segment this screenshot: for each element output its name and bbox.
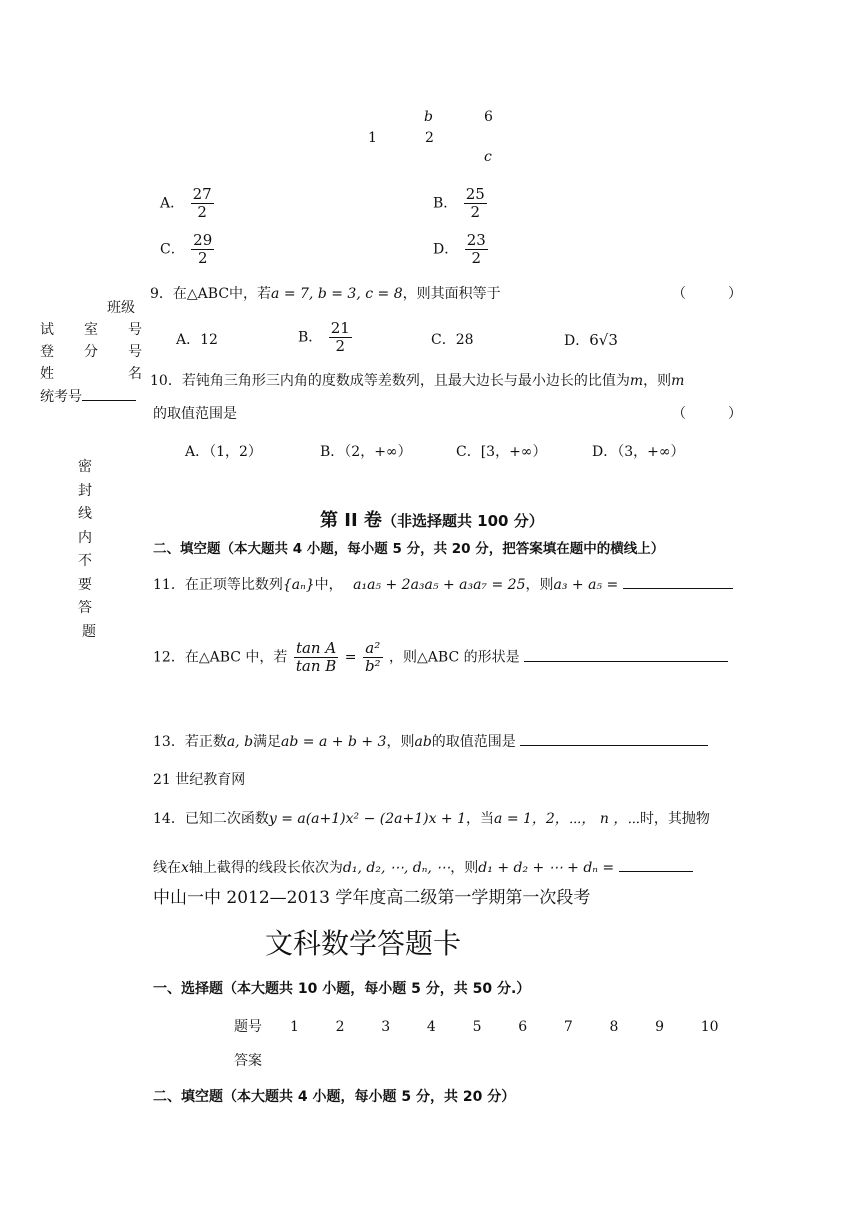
- answer-card-school-line: 中山一中 2012—2013 学年度高二级第一学期第一次段考: [153, 888, 591, 908]
- answer-card-section1: 一、选择题（本大题共 10 小题，每小题 5 分，共 50 分.）: [153, 981, 531, 997]
- q12: 12．在△ABC 中，若 $\frac{\text{tan A}}{\text{tan B}}$ = $\frac{\text{a²}}{\text{b²}}$ ，则△ABC 的形状是: [153, 640, 728, 675]
- q14-line1: 14．已知二次函数y = a(a+1)x² − (2a+1)x + 1，当a = 1，2，⋯， n ，⋯时，其抛物: [153, 811, 710, 827]
- sidebar-seat-no: 登 分 号: [40, 344, 142, 360]
- q14-line2: 线在x轴上截得的线段长依次为d₁, d₂, ⋯, dₙ, ⋯，则d₁ + d₂ + ⋯ + dₙ =: [153, 857, 693, 877]
- q9-option-c: C．28: [431, 332, 474, 348]
- q10-stem-line1: 10．若钝角三角形三内角的度数成等差数列，且最大边长与最小边长的比值为m，则m: [150, 373, 685, 389]
- q8-option-c: C． $\frac{29}{2}$: [160, 231, 213, 267]
- q9-option-b-fraction: $\frac{21}{2}$: [330, 319, 350, 355]
- q11: 11．在正项等比数列{aₙ}中， a₁a₅ + 2a₃a₅ + a₃a₇ = 25，则a₃ + a₅ =: [153, 574, 733, 594]
- q13: 13．若正数a, b满足ab = a + b + 3，则ab的取值范围是: [153, 731, 708, 751]
- part2-title: 第 II 卷（非选择题共 100 分）: [320, 510, 544, 531]
- answer-table-numbers: [290, 1018, 730, 1036]
- figure-label-c: c: [484, 149, 492, 165]
- q10-option-d: D．（3，+∞）: [592, 444, 685, 460]
- q8-option-d-fraction: $\frac{23}{2}$: [466, 231, 486, 267]
- q10-option-b: B．（2，+∞）: [320, 444, 412, 460]
- q9-option-b: B． $\frac{21}{2}$: [298, 319, 350, 355]
- q14-answer-blank[interactable]: [619, 857, 693, 872]
- q9-stem: 9．在△ABC中，若a = 7, b = 3, c = 8，则其面积等于: [150, 286, 501, 302]
- q9-answer-paren: （ ）: [672, 286, 742, 302]
- q11-answer-blank[interactable]: [623, 574, 733, 589]
- q8-option-d: D． $\frac{23}{2}$: [433, 231, 486, 267]
- q10-answer-paren: （ ）: [672, 406, 742, 422]
- q9-option-d: D．6√3: [564, 331, 618, 349]
- figure-label-2: 2: [425, 130, 434, 146]
- q13-answer-blank[interactable]: [520, 731, 708, 746]
- q8-option-b: B． $\frac{25}{2}$: [433, 185, 485, 221]
- answer-number: 5: [472, 1019, 482, 1035]
- answer-number: 2: [335, 1019, 345, 1035]
- q10-option-a: A．（1，2）: [185, 444, 262, 460]
- q10-option-c: C．[3，+∞）: [456, 444, 547, 460]
- answer-table-answer-label: 答案: [234, 1053, 262, 1069]
- q10-stem-line2: 的取值范围是: [153, 406, 237, 422]
- figure-label-1: 1: [368, 130, 377, 146]
- q8-option-c-fraction: $\frac{29}{2}$: [193, 231, 213, 267]
- sidebar-exam-room: 试 室 号: [40, 322, 142, 338]
- answer-card-section2: 二、填空题（本大题共 4 小题，每小题 5 分，共 20 分）: [153, 1089, 516, 1105]
- sidebar-exam-no: 统考号: [40, 386, 136, 407]
- answer-number: 4: [426, 1019, 436, 1035]
- answer-number: 6: [518, 1019, 528, 1035]
- q12-rhs-fraction: $\frac{\text{a²}}{\text{b²}}$: [364, 639, 381, 675]
- sidebar-name: 姓 名: [40, 366, 142, 382]
- figure-label-b: b: [424, 109, 433, 125]
- part2-section-heading: 二、填空题（本大题共 4 小题，每小题 5 分，共 20 分，把答案填在题中的横线上）: [153, 541, 665, 557]
- exam-no-blank: [82, 386, 136, 401]
- answer-number: 3: [381, 1019, 391, 1035]
- seal-line-notice: 密 封 线 内 不 要 答 题: [78, 459, 96, 640]
- q12-answer-blank[interactable]: [524, 647, 728, 662]
- answer-number: 1: [290, 1019, 299, 1035]
- answer-number: 7: [563, 1019, 573, 1035]
- q8-option-a-fraction: $\frac{27}{2}$: [192, 185, 212, 221]
- answer-table-header-label: 题号: [234, 1019, 262, 1035]
- sidebar-class-label: 班级: [107, 300, 135, 316]
- q8-option-b-fraction: $\frac{25}{2}$: [465, 185, 485, 221]
- q8-option-a: A． $\frac{27}{2}$: [160, 185, 212, 221]
- answer-number: 8: [609, 1019, 619, 1035]
- q9-option-a: A．12: [176, 332, 218, 348]
- watermark-text: 21 世纪教育网: [153, 772, 246, 788]
- figure-label-6: 6: [484, 109, 493, 125]
- answer-card-title: 文科数学答题卡: [265, 927, 462, 960]
- q12-lhs-fraction: $\frac{\text{tan A}}{\text{tan B}}$: [295, 639, 337, 675]
- answer-number: 10: [700, 1019, 719, 1035]
- answer-number: 9: [655, 1019, 665, 1035]
